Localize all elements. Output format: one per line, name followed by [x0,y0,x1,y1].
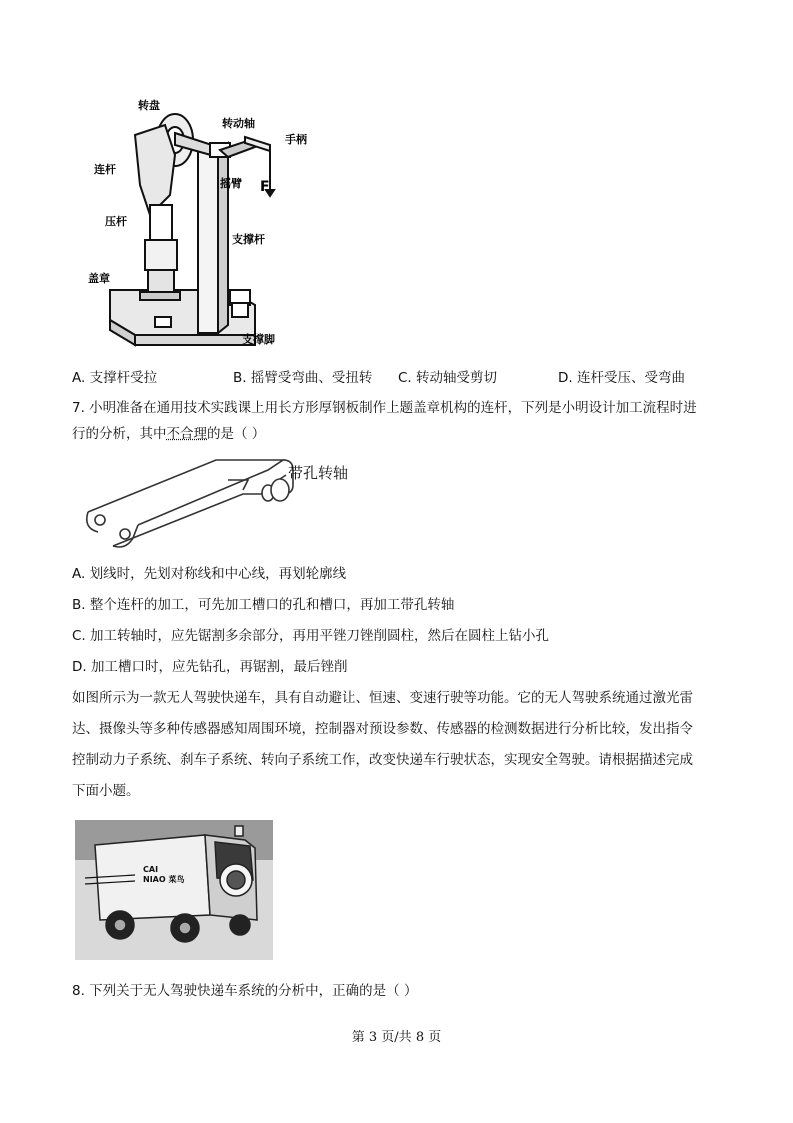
q7-option-b[interactable]: B. 整个连杆的加工，可先加工槽口的孔和槽口，再加工带孔转轴 [72,597,455,613]
label-shaft: 转动轴 [222,117,255,130]
stamp-mechanism-figure [80,95,320,360]
page-footer: 第 3 页/共 8 页 [351,1030,442,1045]
passage-line4: 下面小题。 [72,783,140,799]
q7-option-a[interactable]: A. 划线时，先划对称线和中心线，再划轮廓线 [72,566,347,582]
q7-stem-emphasis: 不合理 [166,426,207,442]
q7-stem-line1: 7. 小明准备在通用技术实践课上用长方形厚钢板制作上题盖章机构的连杆，下列是小明设计加工流程时进 [72,400,697,416]
label-handle: 手柄 [285,133,307,146]
q6-option-d[interactable]: D. 连杆受压、受弯曲 [558,370,685,386]
passage-line1: 如图所示为一款无人驾驶快递车，具有自动避让、恒速、变速行驶等功能。它的无人驾驶系统通过激光雷 [72,690,693,706]
passage-line3: 控制动力子系统、刹车子系统、转向子系统工作，改变快递车行驶状态，实现安全驾驶。请根据描述完成 [72,752,693,768]
link-rod-figure [78,450,378,555]
vehicle-logo-line1: CAI [143,865,159,874]
label-turntable: 转盘 [138,99,160,112]
q6-option-a[interactable]: A. 支撑杆受拉 [72,370,158,386]
label-stamp: 盖章 [88,272,110,285]
passage-line2: 达、摄像头等多种传感器感知周围环境，控制器对预设参数、传感器的检测数据进行分析比较，发出指令 [72,721,693,737]
q6-option-b[interactable]: B. 摇臂受弯曲、受扭转 [233,370,373,386]
label-support-foot: 支撑脚 [242,333,275,346]
q8-stem: 8. 下列关于无人驾驶快递车系统的分析中，正确的是（ ） [72,983,418,999]
q6-option-c[interactable]: C. 转动轴受剪切 [398,370,498,386]
label-support-rod: 支撑杆 [232,233,265,246]
label-press-rod: 压杆 [105,215,127,228]
label-perforated-shaft: 带孔转轴 [288,464,349,482]
q6-options [0,366,793,386]
label-link-rod: 连杆 [94,163,116,176]
delivery-vehicle-photo [75,820,273,960]
q7-stem-line2 [72,424,265,444]
q7-stem-post: 的是（ ） [207,426,266,442]
q7-option-d[interactable]: D. 加工槽口时，应先钻孔，再锯割，最后锉削 [72,659,348,675]
q7-stem-pre: 行的分析，其中 [72,426,167,442]
label-force: F [260,179,270,195]
q7-option-c[interactable]: C. 加工转轴时，应先锯割多余部分，再用平锉刀锉削圆柱，然后在圆柱上钻小孔 [72,628,550,644]
label-rocker-arm: 摇臂 [220,177,242,190]
vehicle-logo-line2: NIAO 菜鸟 [143,875,185,884]
